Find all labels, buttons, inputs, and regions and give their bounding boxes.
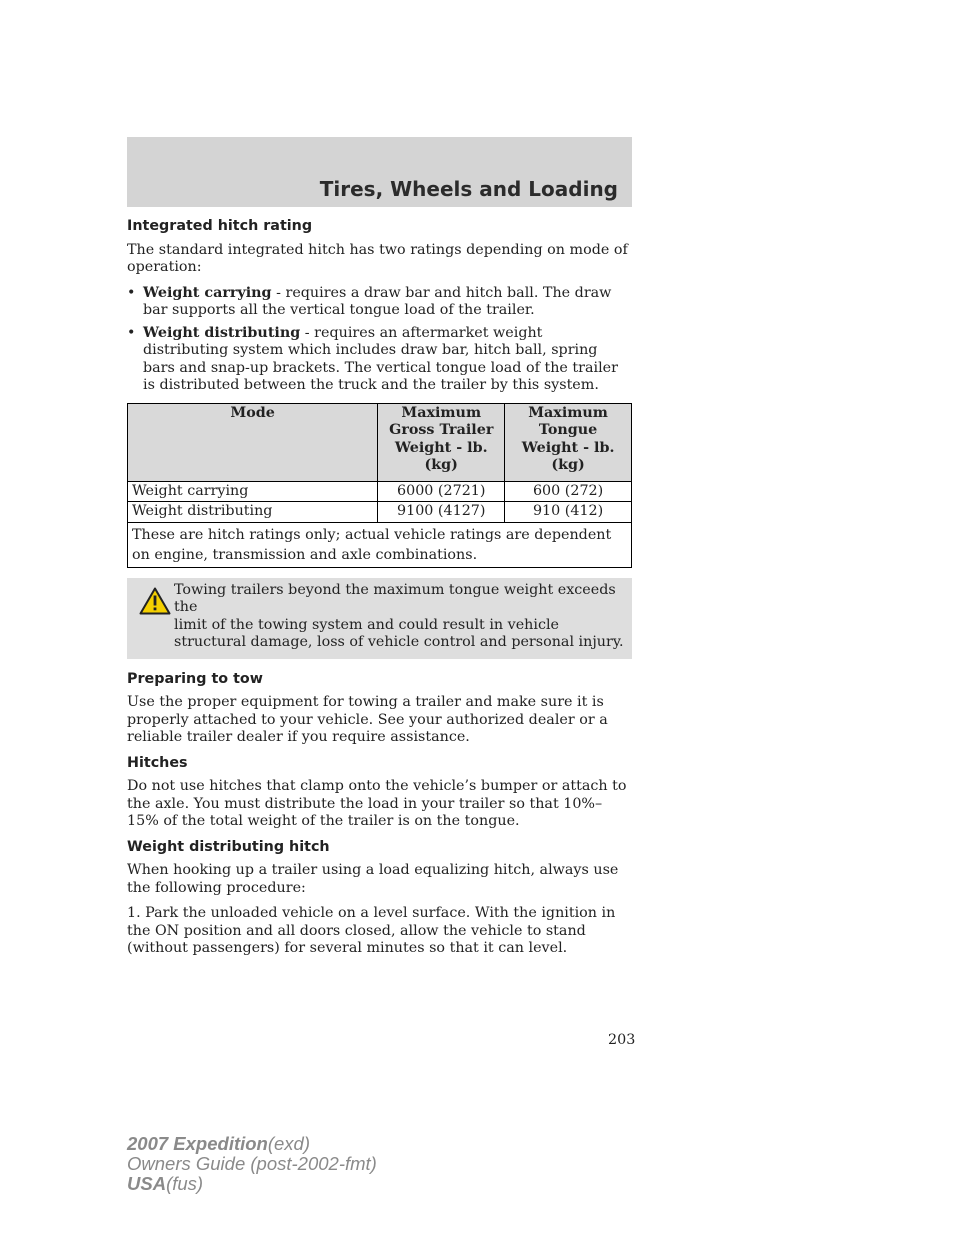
footer-line-2: Owners Guide (post-2002-fmt)	[127, 1153, 377, 1174]
column-header-tongue-weight: Maximum Tongue Weight - lb. (kg)	[505, 403, 632, 481]
bullet-term: Weight distributing	[143, 324, 301, 341]
warning-text-rest: limit of the towing system and could result in vehicle structural damage, loss of vehicle control and personal injury.	[174, 616, 624, 650]
bullet-text: - requires a draw bar and hitch ball. The draw bar supports all the vertical tongue load of the trailer.	[143, 284, 612, 318]
table-cell: Weight carrying	[128, 481, 378, 502]
heading-hitches: Hitches	[127, 754, 188, 771]
header-band	[127, 137, 632, 207]
table-note: These are hitch ratings only; actual vehicle ratings are dependent on engine, transmission and axle combinations.	[128, 522, 632, 567]
column-header-gross-trailer-weight: Maximum Gross Trailer Weight - lb. (kg)	[378, 403, 505, 481]
section-title: Tires, Wheels and Loading	[319, 177, 618, 201]
footer	[127, 1134, 377, 1194]
table-cell: Weight distributing	[128, 502, 378, 523]
list-item	[127, 325, 632, 395]
heading-weight-distributing-hitch: Weight distributing hitch	[127, 838, 330, 855]
footer-model-code: (exd)	[267, 1133, 311, 1154]
mode-list	[127, 285, 632, 395]
footer-model: 2007 Expedition	[127, 1133, 268, 1154]
bullet-term: Weight carrying	[143, 284, 272, 301]
table-cell: 6000 (2721)	[378, 481, 505, 502]
heading-preparing-to-tow: Preparing to tow	[127, 670, 263, 687]
column-header-mode: Mode	[128, 403, 378, 481]
preparing-paragraph: Use the proper equipment for towing a trailer and make sure it is properly attached to your vehicle. See your authorized dealer or a reliable trailer dealer if you require assistance.	[127, 694, 608, 745]
footer-line-1	[127, 1134, 377, 1154]
procedure-intro: When hooking up a trailer using a load equalizing hitch, always use the following procedure:	[127, 862, 619, 896]
warning-triangle-icon	[139, 587, 171, 615]
hitches-paragraph: Do not use hitches that clamp onto the vehicle’s bumper or attach to the axle. You must distribute the load in your trailer so that 10%–15% of the total weight of the trailer is on the tongue.	[127, 778, 627, 829]
table-cell: 910 (412)	[505, 502, 632, 523]
warning-text-line1: Towing trailers beyond the maximum tongue weight exceeds the	[174, 581, 616, 615]
intro-paragraph: The standard integrated hitch has two ratings depending on mode of operation:	[127, 241, 628, 275]
bullet-text: - requires an aftermarket weight distributing system which includes draw bar, hitch ball, spring bars and snap-up brackets. The vertical tongue load of the trailer is distributed between the truck and the trailer by this system.	[143, 324, 618, 393]
hitch-rating-table	[127, 403, 632, 568]
table-note-row	[128, 522, 632, 567]
page-content	[127, 218, 632, 966]
table-cell: 600 (272)	[505, 481, 632, 502]
footer-line-3	[127, 1174, 377, 1194]
procedure-step-1: 1. Park the unloaded vehicle on a level surface. With the ignition in the ON position and all doors closed, allow the vehicle to stand (without passengers) for several minutes so that it can level.	[127, 905, 616, 956]
warning-box	[127, 578, 632, 659]
list-item	[127, 285, 632, 320]
table-row	[128, 481, 632, 502]
table-header-row	[128, 403, 632, 481]
table-cell: 9100 (4127)	[378, 502, 505, 523]
bullet-icon: •	[127, 284, 136, 301]
footer-market-code: (fus)	[166, 1173, 204, 1194]
footer-market: USA	[127, 1173, 167, 1194]
page-number: 203	[608, 1032, 636, 1048]
table-row	[128, 502, 632, 523]
bullet-icon: •	[127, 324, 136, 341]
heading-integrated-hitch-rating: Integrated hitch rating	[127, 218, 313, 234]
